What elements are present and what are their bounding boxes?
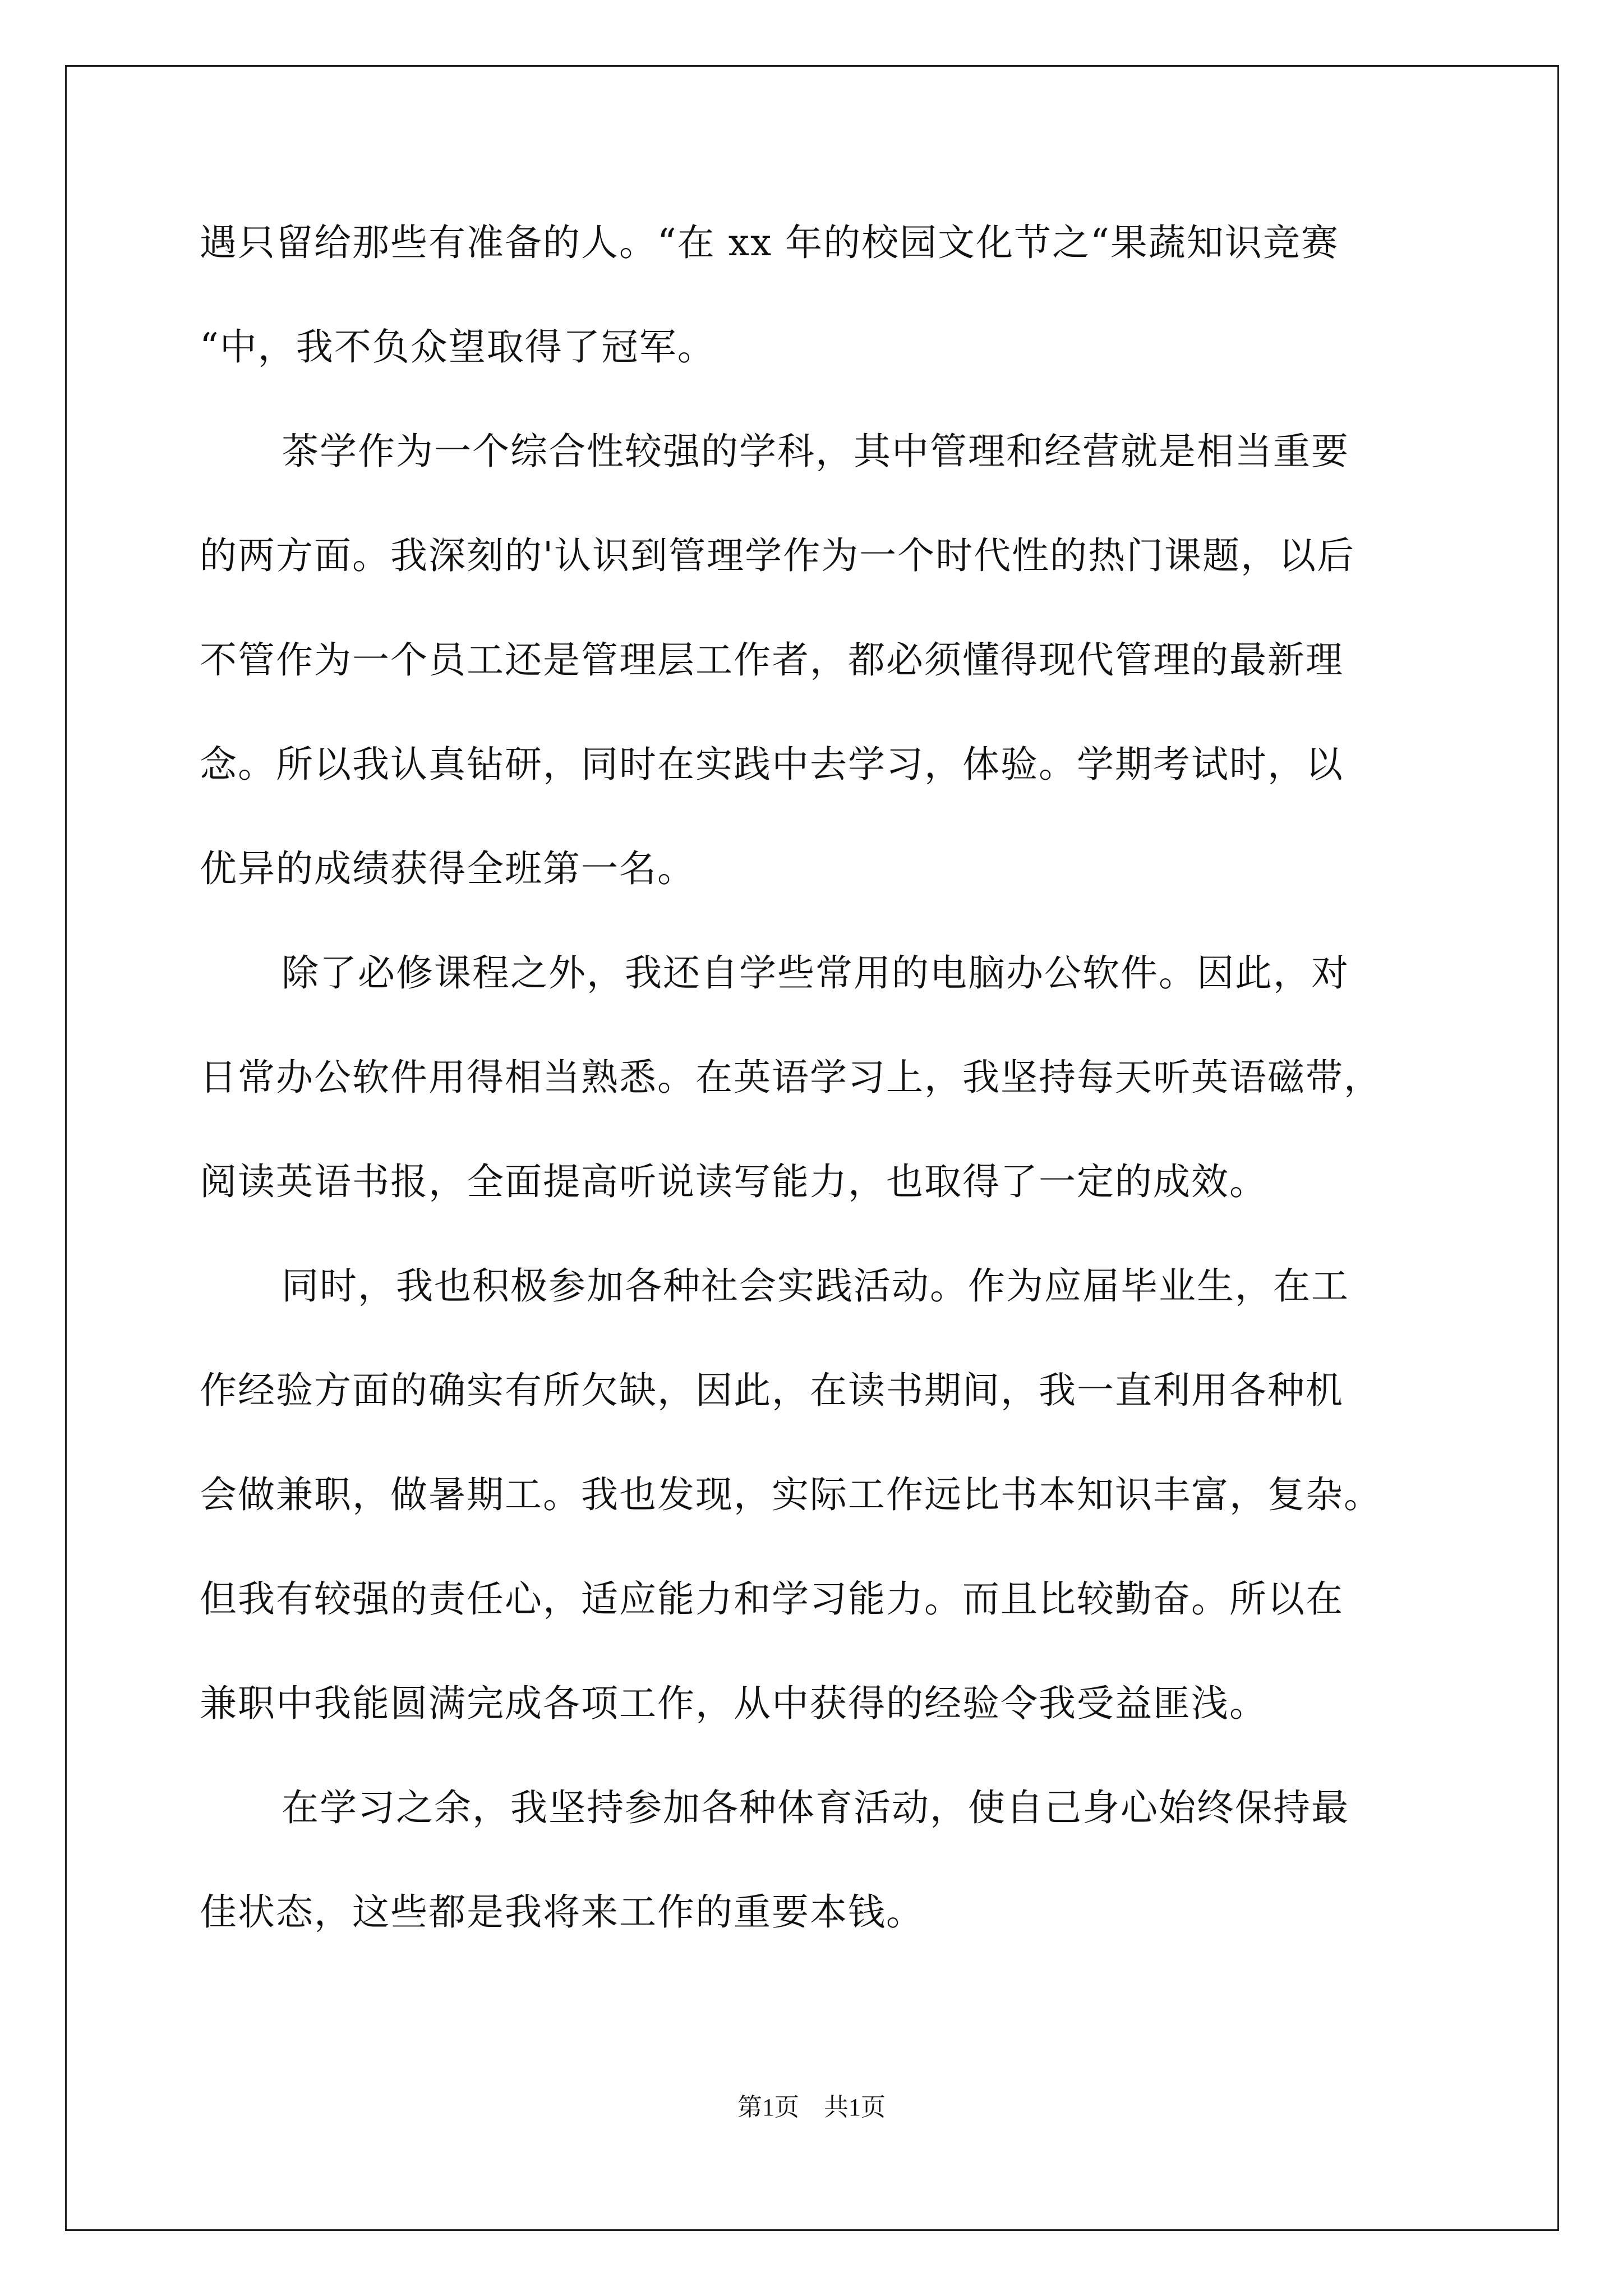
paragraph-4-line-2: 作经验方面的确实有所欠缺，因此，在读书期间，我一直利用各种机 xyxy=(200,1369,1344,1412)
paragraph-4-line-5: 兼职中我能圆满完成各项工作，从中获得的经验令我受益匪浅。 xyxy=(200,1682,1267,1725)
paragraph-2-line-4: 念。所以我认真钻研，同时在实践中去学习，体验。学期考试时，以 xyxy=(200,743,1344,786)
paragraph-5-line-2: 佳状态，这些都是我将来工作的重要本钱。 xyxy=(200,1890,924,1934)
paragraph-4-line-3: 会做兼职，做暑期工。我也发现，实际工作远比书本知识丰富，复杂。 xyxy=(200,1473,1382,1516)
page-number-footer: 第1页 共1页 xyxy=(737,2093,886,2121)
paragraph-1-line-2: “中，我不负众望取得了冠军。 xyxy=(200,325,716,369)
paragraph-2-line-2: 的两方面。我深刻的'认识到管理学作为一个时代性的热门课题，以后 xyxy=(200,534,1355,577)
paragraph-4-line-1: 同时，我也积极参加各种社会实践活动。作为应届毕业生，在工 xyxy=(282,1264,1349,1308)
paragraph-1-line-1: 遇只留给那些有准备的人。“在 xx 年的校园文化节之“果蔬知识竞赛 xyxy=(200,221,1339,264)
paragraph-4-line-4: 但我有较强的责任心，适应能力和学习能力。而且比较勤奋。所以在 xyxy=(200,1577,1344,1621)
paragraph-2-line-5: 优异的成绩获得全班第一名。 xyxy=(200,847,695,890)
paragraph-3-line-2: 日常办公软件用得相当熟悉。在英语学习上，我坚持每天听英语磁带， xyxy=(200,1056,1382,1099)
paragraph-2-line-3: 不管作为一个员工还是管理层工作者，都必须懂得现代管理的最新理 xyxy=(200,638,1344,682)
paragraph-3-line-3: 阅读英语书报，全面提高听说读写能力，也取得了一定的成效。 xyxy=(200,1160,1267,1203)
paragraph-3-line-1: 除了必修课程之外，我还自学些常用的电脑办公软件。因此，对 xyxy=(282,951,1349,995)
paragraph-5-line-1: 在学习之余，我坚持参加各种体育活动，使自己身心始终保持最 xyxy=(282,1786,1349,1829)
paragraph-2-line-1: 茶学作为一个综合性较强的学科，其中管理和经营就是相当重要 xyxy=(282,430,1349,473)
